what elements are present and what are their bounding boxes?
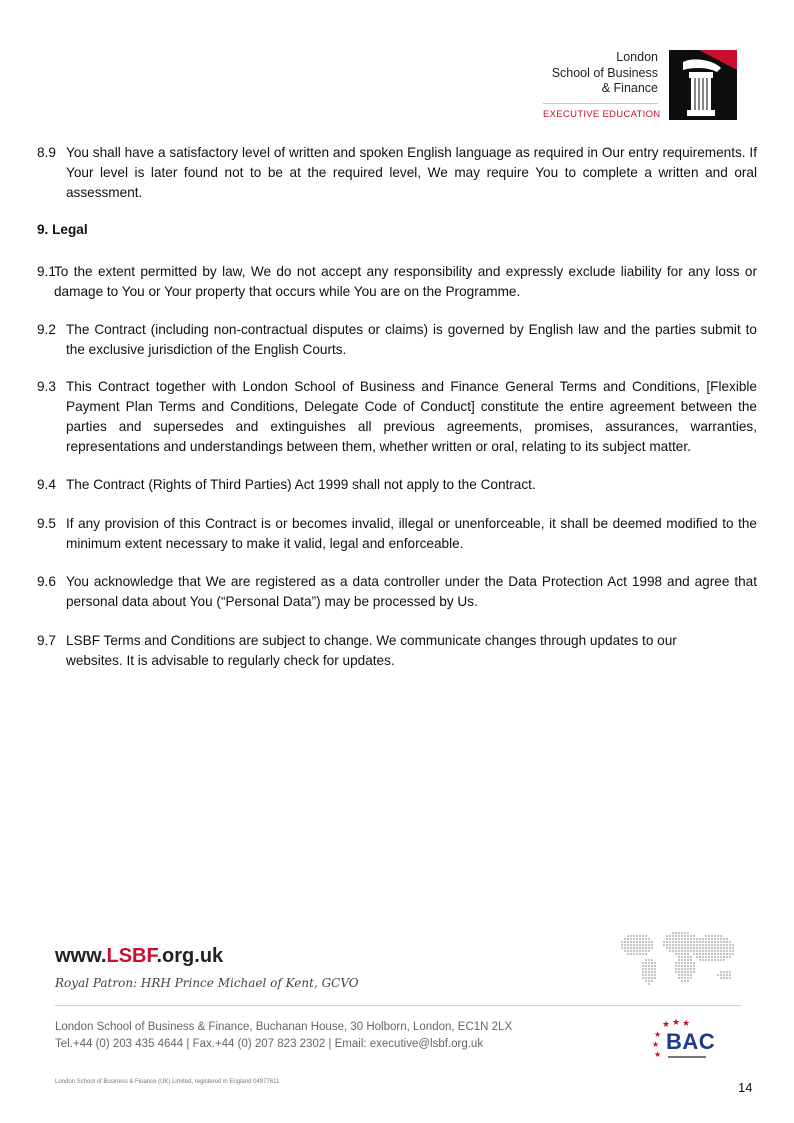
clause-text: LSBF Terms and Conditions are subject to change. We communicate changes through updates to our websites. It is advisable to regularly check for updates.: [66, 633, 677, 668]
address-line: London School of Business & Finance, Buchanan House, 30 Holborn, London, EC1N 2LX: [55, 1021, 513, 1033]
clause-9-1: [37, 262, 757, 302]
logo-line-2: School of Business: [551, 65, 658, 80]
clause-number: 9.1: [37, 264, 56, 279]
clause-number: 9.5: [37, 516, 56, 531]
clause-number: 9.6: [37, 574, 56, 589]
website-link[interactable]: [55, 945, 223, 968]
logo-tagline: EXECUTIVE EDUCATION: [543, 109, 661, 120]
svg-text:★: ★: [654, 1030, 662, 1039]
svg-text:★: ★: [662, 1020, 671, 1030]
clause-9-2: [37, 320, 757, 360]
registration-note: London School of Business & Finance (UK) Limited, registered in England 04977611: [55, 1079, 280, 1085]
clause-text: The Contract (including non-contractual disputes or claims) is governed by English law and the parties submit to the exclusive jurisdiction of the English Courts.: [66, 322, 757, 357]
contact-line: Tel.+44 (0) 203 435 4644 | Fax.+44 (0) 207 823 2302 | Email: executive@lsbf.org.uk: [55, 1038, 484, 1050]
bac-label: BAC: [666, 1029, 716, 1054]
section-9-heading: 9. Legal: [37, 222, 88, 237]
clause-number: 9.4: [37, 477, 56, 492]
contact-address: [55, 1019, 512, 1053]
clause-8-9: [37, 143, 757, 203]
url-prefix: www.: [55, 945, 107, 967]
header-logo-text: [552, 50, 658, 97]
logo-divider: [543, 103, 658, 104]
clause-9-6: [37, 572, 757, 612]
svg-text:★: ★: [672, 1018, 681, 1028]
clause-number: 9.7: [37, 633, 56, 648]
clause-9-4: [37, 475, 757, 495]
royal-patron: Royal Patron: HRH Prince Michael of Kent, GCVO: [55, 976, 359, 990]
clause-text: The Contract (Rights of Third Parties) Act 1999 shall not apply to the Contract.: [66, 477, 536, 492]
world-map-icon: [616, 922, 740, 997]
clause-text: You shall have a satisfactory level of written and spoken English language as required in Our entry requirements. If Your level is later found not to be at the required level, We may require You to complete a written and oral assessment.: [66, 145, 757, 200]
url-suffix: .org.uk: [156, 945, 224, 967]
clause-number: 9.3: [37, 379, 56, 394]
clause-text: You acknowledge that We are registered as a data controller under the Data Protection Act 1998 and agree that personal data about You (“Personal Data”) may be processed by Us.: [66, 574, 757, 609]
svg-text:★: ★: [682, 1019, 691, 1029]
logo-line-1: London: [616, 50, 658, 64]
svg-text:★: ★: [652, 1040, 660, 1049]
column-logo-icon: [669, 50, 737, 120]
url-brand: LSBF: [106, 945, 157, 967]
footer-divider: [55, 1005, 741, 1006]
clause-9-5: [37, 514, 757, 554]
page-number: 14: [738, 1080, 753, 1095]
clause-number: 8.9: [37, 145, 56, 160]
clause-9-7: [37, 631, 717, 671]
clause-text: To the extent permitted by law, We do not accept any responsibility and expressly exclude liability for any loss or damage to You or Your property that occurs while You are on the Programme.: [54, 264, 757, 299]
clause-number: 9.2: [37, 322, 56, 337]
clause-9-3: [37, 377, 757, 457]
svg-text:★: ★: [654, 1050, 662, 1059]
bac-accreditation-logo: [644, 1017, 734, 1066]
logo-line-3: & Finance: [601, 81, 658, 95]
clause-text: This Contract together with London School of Business and Finance General Terms and Conditions, [Flexible Payment Plan Terms and Conditions, Delegate Code of Conduct] constitute the entire agreement between the parties and supersedes and extinguishes all previous agreements, promises, assurances, warranties, representations and understandings between them, whether written or oral, relating to its subject matter.: [66, 379, 757, 454]
clause-text: If any provision of this Contract is or becomes invalid, illegal or unenforceable, it shall be deemed modified to the minimum extent necessary to make it valid, legal and enforceable.: [66, 516, 757, 551]
